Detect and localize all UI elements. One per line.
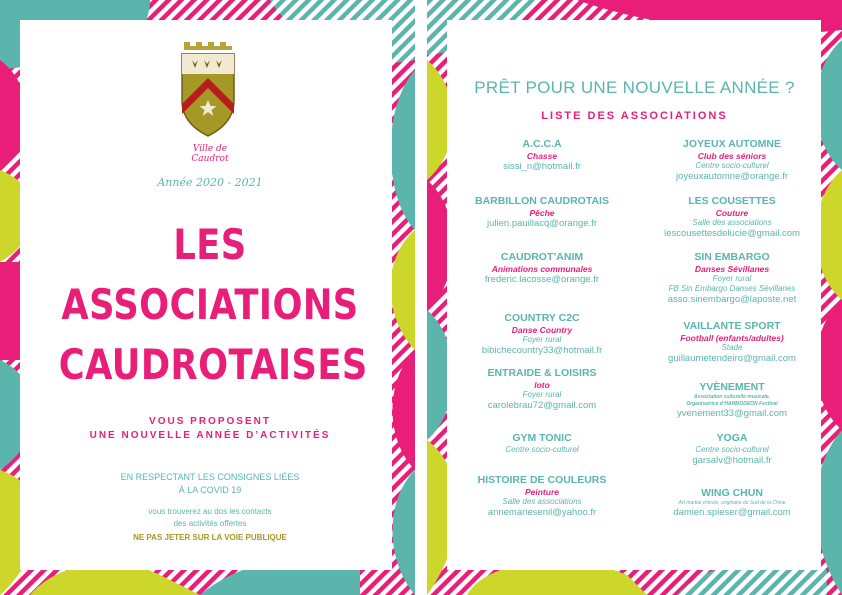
association-activity: Pêche xyxy=(529,208,555,218)
associations-list-heading: LISTE DES ASSOCIATIONS xyxy=(541,110,728,122)
main-title-line-3: CAUDROTAISES xyxy=(58,340,368,389)
association-description-1: Art martial chinois, originaire du Sud de la Chine xyxy=(678,500,786,506)
back-info-line-2: des activités offertes xyxy=(173,519,247,528)
association-contact: carolebrau72@gmail.com xyxy=(487,400,597,411)
association-name: A.C.C.A xyxy=(522,138,562,150)
association-description-1: Association culturelle musicale, xyxy=(693,394,771,400)
association-contact: damien.spieser@gmail.com xyxy=(673,507,791,518)
association-activity: Football (enfants/adultes) xyxy=(680,333,784,343)
association-entry xyxy=(647,320,817,365)
association-activity: Chasse xyxy=(526,151,558,161)
association-contact: guillaumetendeiro@gmail.com xyxy=(668,353,796,364)
association-name: BARBILLON CAUDROTAIS xyxy=(475,195,609,207)
association-place: Foyer rural xyxy=(522,390,562,399)
association-entry xyxy=(647,381,817,420)
association-place: Centre socio-culturel xyxy=(695,161,769,170)
association-contact: yvenement33@gmail.com xyxy=(677,408,787,419)
association-entry xyxy=(457,195,627,230)
association-place: Salle des associations xyxy=(502,497,582,506)
covid-note-line-1: EN RESPECTANT LES CONSIGNES LIÉES xyxy=(120,472,300,482)
association-contact: julien.pauillacq@orange.fr xyxy=(487,218,597,229)
association-activity: Animations communales xyxy=(491,264,593,274)
association-description-2: Organisatrice d’HARMODEON Festival xyxy=(686,401,778,407)
association-name: WING CHUN xyxy=(701,487,763,499)
association-name: JOYEUX AUTOMNE xyxy=(682,138,782,150)
association-entry xyxy=(647,487,817,519)
association-facebook: FB Sin Embargo Danses Sévillanes xyxy=(668,284,796,293)
association-entry xyxy=(457,251,627,286)
association-name: LES COUSETTES xyxy=(688,195,776,207)
association-contact: annemariesenil@yahoo.fr xyxy=(487,507,597,518)
association-entry xyxy=(647,195,817,240)
association-activity: loto xyxy=(534,380,550,390)
association-contact: bibichecountry33@hotmail.fr xyxy=(481,345,603,356)
association-place: Salle des associations xyxy=(692,218,772,227)
covid-note-line-2: À LA COVID 19 xyxy=(178,485,242,495)
association-activity: Club des séniors xyxy=(697,151,767,161)
association-name: HISTOIRE DE COULEURS xyxy=(477,474,607,486)
association-activity: Peinture xyxy=(524,487,559,497)
association-activity: Danse Country xyxy=(511,325,573,335)
subtitle-line-1: VOUS PROPOSENT xyxy=(149,416,271,427)
association-contact: joyeuxautomne@orange.fr xyxy=(675,171,789,182)
association-entry xyxy=(457,432,627,455)
association-place: Stade xyxy=(721,343,743,352)
association-name: YVÈNEMENT xyxy=(699,381,765,393)
association-name: CAUDROT’ANIM xyxy=(500,251,584,263)
association-entry xyxy=(457,367,627,412)
association-entry xyxy=(457,138,627,173)
town-crest-icon xyxy=(180,38,236,138)
main-title-line-2: ASSOCIATIONS xyxy=(61,280,359,329)
association-name: SIN EMBARGO xyxy=(694,251,770,263)
association-entry xyxy=(647,432,817,467)
back-info-line-1: vous trouverez au dos les contacts xyxy=(148,507,272,516)
association-entry xyxy=(647,138,817,183)
association-contact: garsalv@hotmail.fr xyxy=(692,455,772,466)
association-place: Foyer rural xyxy=(522,335,562,344)
association-name: YOGA xyxy=(716,432,748,444)
association-name: GYM TONIC xyxy=(512,432,572,444)
association-name: ENTRAIDE & LOISIRS xyxy=(487,367,597,379)
main-title-line-1: LES xyxy=(173,220,247,269)
association-activity: Couture xyxy=(715,208,749,218)
association-contact: lescousettesdelucie@gmail.com xyxy=(664,228,800,239)
association-entry xyxy=(457,474,627,519)
association-place: Foyer rural xyxy=(712,274,752,283)
association-name: VAILLANTE SPORT xyxy=(683,320,781,332)
association-entry xyxy=(457,312,627,357)
association-place: Centre socio-culturel xyxy=(695,445,769,454)
association-contact: asso.sinembargo@laposte.net xyxy=(667,294,797,305)
no-littering-note: NE PAS JETER SUR LA VOIE PUBLIQUE xyxy=(133,533,287,542)
association-contact: frederic.lacosse@orange.fr xyxy=(484,274,600,285)
association-place: Centre socio-culturel xyxy=(505,445,579,454)
association-entry xyxy=(647,251,817,306)
subtitle-line-2: UNE NOUVELLE ANNÉE D’ACTIVITÉS xyxy=(89,430,331,441)
front-page xyxy=(0,0,415,595)
school-year: Année 2020 - 2021 xyxy=(157,176,263,189)
association-activity: Danses Sévillanes xyxy=(694,264,770,274)
association-name: COUNTRY C2C xyxy=(504,312,580,324)
association-contact: sissi_n@hotmail.fr xyxy=(503,161,581,172)
crest-caption: Ville de Caudrot xyxy=(191,144,229,164)
back-page xyxy=(427,0,842,595)
back-title: PRÊT POUR UNE NOUVELLE ANNÉE ? xyxy=(474,78,795,97)
